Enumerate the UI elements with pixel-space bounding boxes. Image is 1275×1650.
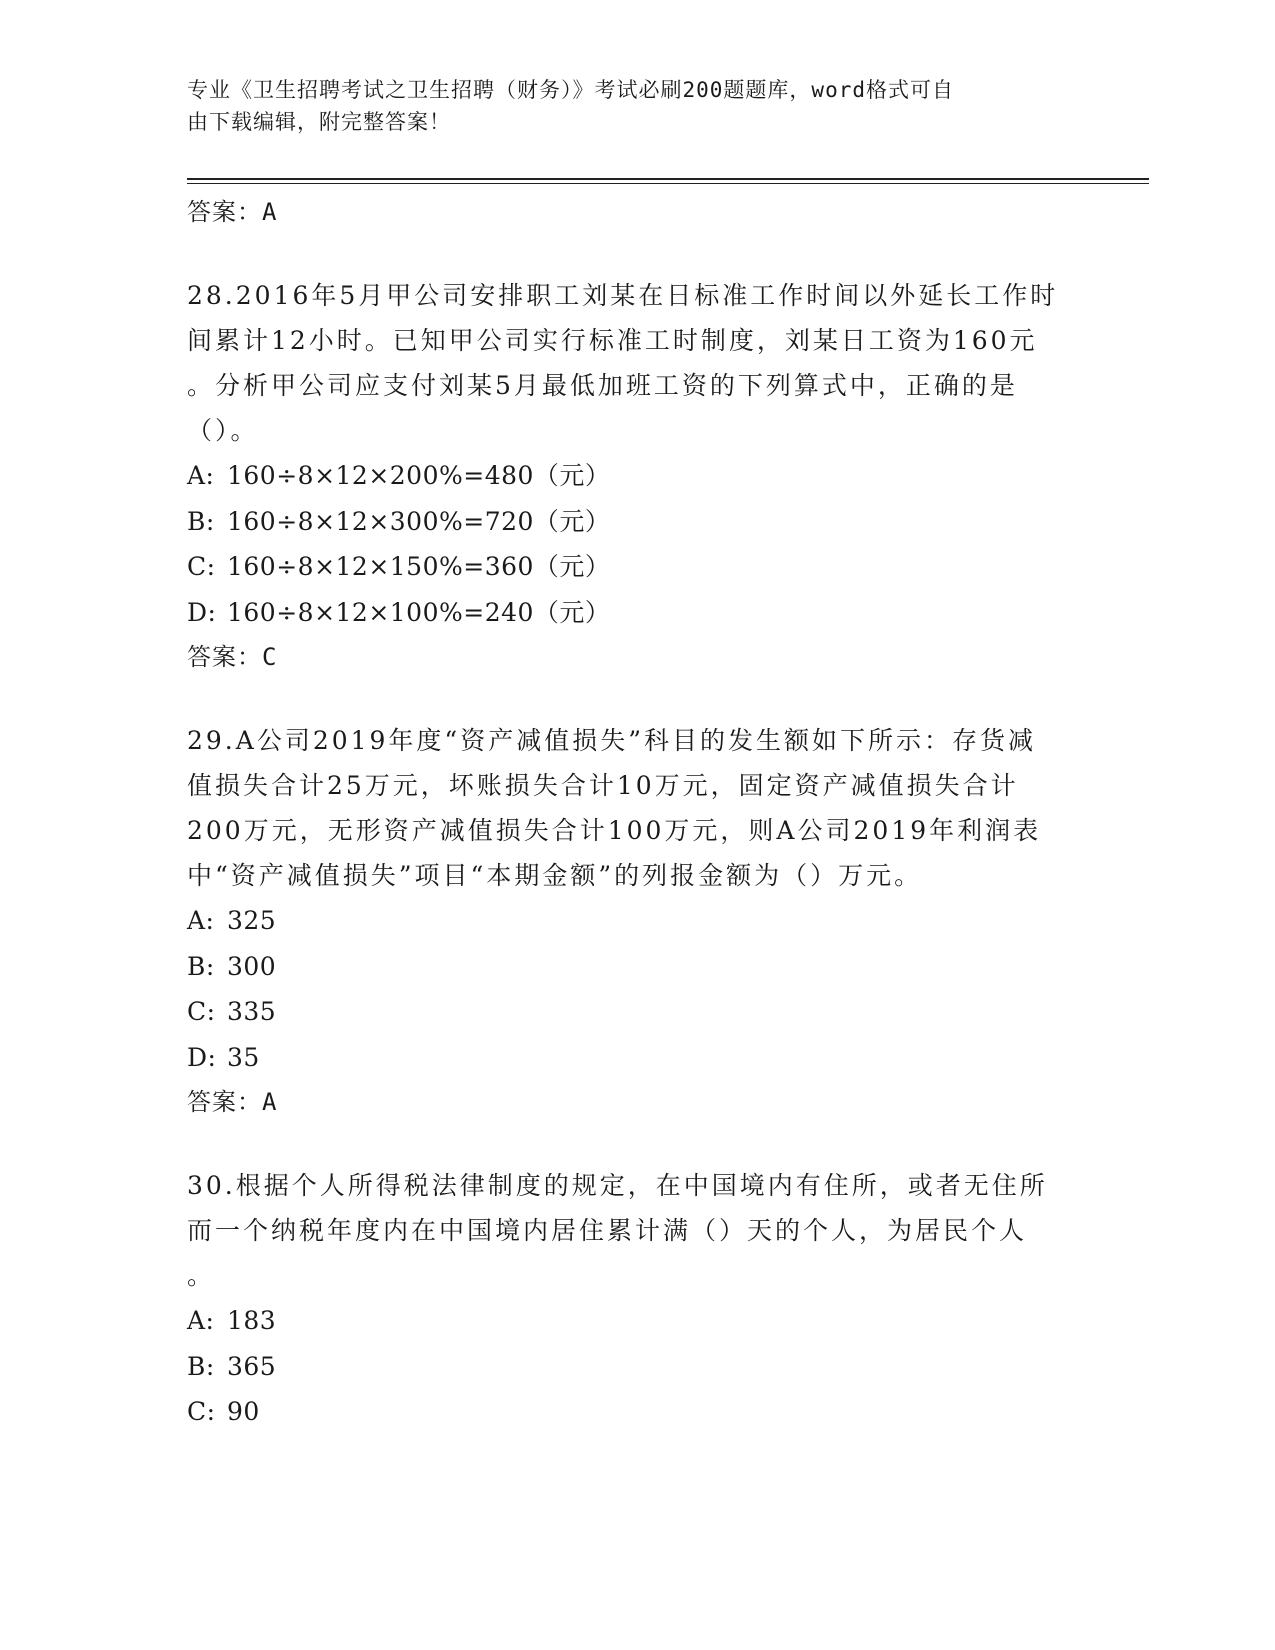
question-line: 。分析甲公司应支付刘某5月最低加班工资的下列算式中，正确的是 <box>187 371 1018 400</box>
question-text <box>187 1163 1087 1298</box>
question-30 <box>187 1163 1087 1435</box>
option-b <box>187 499 1087 545</box>
question-line: 28.2016年5月甲公司安排职工刘某在日标准工作时间以外延长工作时 <box>187 281 1059 310</box>
answer-line: 答案：A <box>187 198 278 226</box>
option-key: C: <box>187 552 216 581</box>
option-key: A: <box>187 1306 215 1335</box>
option-text: 183 <box>227 1306 277 1335</box>
question-line: 200万元，无形资产减值损失合计100万元，则A公司2019年利润表 <box>187 816 1042 845</box>
option-a <box>187 1298 1087 1344</box>
option-c <box>187 1389 1087 1435</box>
question-line: 中“资产减值损失”项目“本期金额”的列报金额为（）万元。 <box>187 861 923 890</box>
option-key: C: <box>187 1397 216 1426</box>
option-text: 325 <box>227 906 277 935</box>
question-line: 29.A公司2019年度“资产减值损失”科目的发生额如下所示：存货减 <box>187 726 1036 755</box>
header-line: 专业《卫生招聘考试之卫生招聘（财务）》考试必刷200题题库，word格式可自 <box>187 78 954 102</box>
header-line: 由下载编辑，附完整答案！ <box>187 110 451 134</box>
question-line: 30.根据个人所得税法律制度的规定，在中国境内有住所，或者无住所 <box>187 1171 1048 1200</box>
question-line: 间累计12小时。已知甲公司实行标准工时制度，刘某日工资为160元 <box>187 326 1038 355</box>
option-text: 335 <box>227 997 277 1026</box>
option-text: 160÷8×12×300%=720（元） <box>227 506 611 536</box>
option-c <box>187 544 1087 590</box>
option-text: 160÷8×12×150%=360（元） <box>227 552 611 581</box>
option-key: B: <box>187 1351 215 1381</box>
option-key: D: <box>187 1042 217 1072</box>
option-text: 300 <box>227 951 277 981</box>
option-b <box>187 1344 1087 1390</box>
question-list <box>187 190 1087 1435</box>
option-key: A: <box>187 906 215 935</box>
option-text: 160÷8×12×200%=480（元） <box>227 461 611 490</box>
question-line: 值损失合计25万元，坏账损失合计10万元，固定资产减值损失合计 <box>187 771 1019 800</box>
option-d <box>187 1035 1087 1081</box>
option-text: 160÷8×12×100%=240（元） <box>227 597 611 627</box>
option-key: C: <box>187 997 216 1026</box>
header-rule <box>187 178 1149 180</box>
question-text <box>187 273 1087 453</box>
option-key: D: <box>187 597 217 627</box>
question-text <box>187 718 1087 898</box>
option-text: 90 <box>227 1397 260 1426</box>
question-28 <box>187 273 1087 679</box>
question-line: 。 <box>187 1261 216 1290</box>
answer-line: 答案：C <box>187 643 278 671</box>
option-b <box>187 944 1087 990</box>
header-rule-thin <box>187 183 1149 184</box>
option-text: 35 <box>227 1042 260 1072</box>
option-key: B: <box>187 951 215 981</box>
option-key: A: <box>187 461 215 490</box>
option-text: 365 <box>227 1351 277 1381</box>
option-d <box>187 590 1087 636</box>
option-a <box>187 898 1087 944</box>
option-a <box>187 453 1087 499</box>
option-key: B: <box>187 506 215 536</box>
question-29 <box>187 718 1087 1124</box>
document-header <box>187 74 1067 138</box>
question-line: 而一个纳税年度内在中国境内居住累计满（）天的个人，为居民个人 <box>187 1216 1028 1245</box>
option-c <box>187 989 1087 1035</box>
question-line: （）。 <box>187 416 259 445</box>
answer-line: 答案：A <box>187 1088 278 1116</box>
